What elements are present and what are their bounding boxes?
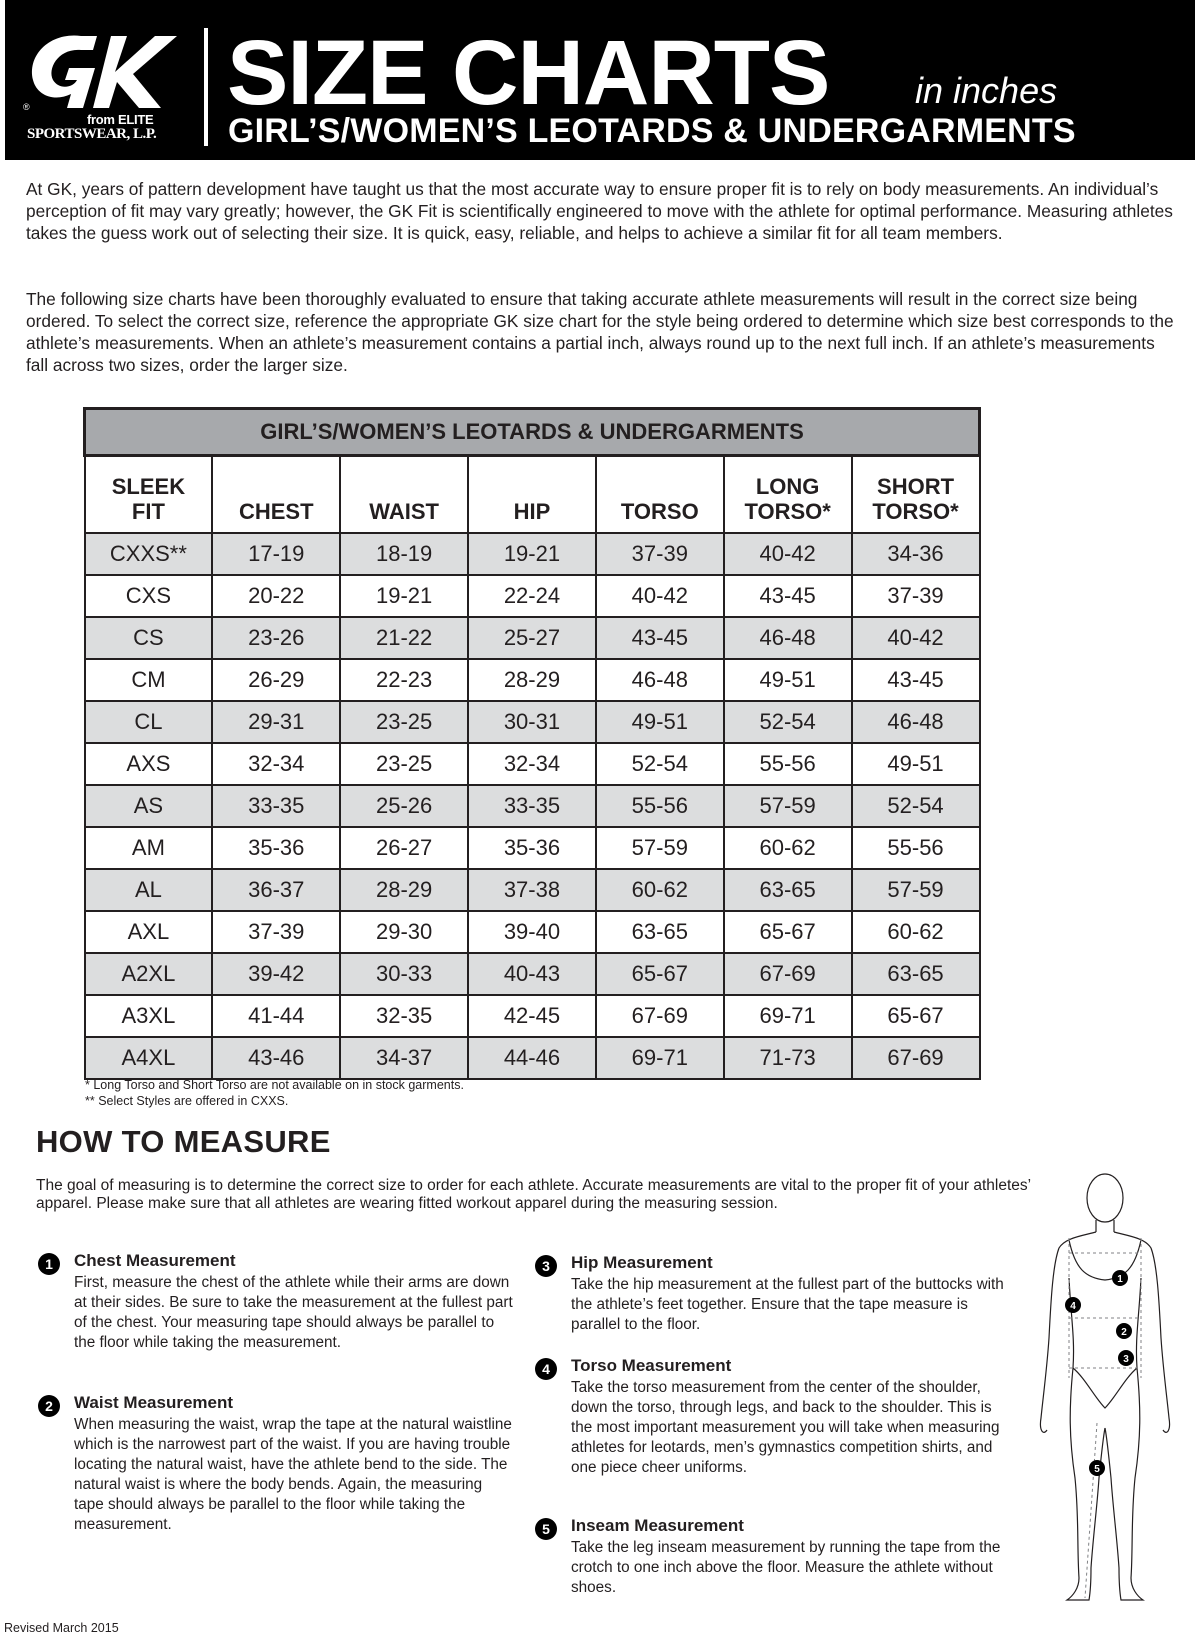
intro-paragraph-2: The following size charts have been thoroughly evaluated to ensure that taking accurate athlete measurements will result in the correct size being ordered. To select the correct size, reference the appropriate GK size chart for the style being ordered to determine which size best corresponds to the athlete’s measurements. When an athlete’s measurement contains a partial inch, always round up to the next full inch. If an athlete’s measurements fall across two sizes, order the larger size. [26,289,1174,375]
measurement-cell: 55-56 [596,785,724,827]
measurement-cell: 63-65 [596,911,724,953]
registered-mark: ® [23,102,30,112]
measurement-cell: 19-21 [340,575,468,617]
measurement-cell: 25-27 [468,617,596,659]
size-cell: A4XL [85,1037,213,1079]
measurement-cell: 67-69 [596,995,724,1037]
marker-2 [1116,1323,1132,1339]
table-note: ** Select Styles are offered in CXXS. [85,1094,289,1108]
measurement-cell: 40-42 [724,533,852,575]
measurement-cell: 41-44 [212,995,340,1037]
measurement-cell: 29-30 [340,911,468,953]
measurement-cell: 57-59 [724,785,852,827]
measurement-cell: 19-21 [468,533,596,575]
measurement-cell: 23-26 [212,617,340,659]
col-header: HIP [468,456,596,534]
step-title: Chest Measurement [74,1251,236,1270]
table-row [85,827,980,869]
table-row [85,575,980,617]
svg-text:1: 1 [1117,1274,1123,1285]
table-row [85,743,980,785]
table-notes [85,1077,464,1109]
table-row [85,659,980,701]
measurement-cell: 52-54 [852,785,980,827]
table-row [85,533,980,575]
measurement-cell: 37-38 [468,869,596,911]
measurement-cell: 43-45 [724,575,852,617]
size-cell: CS [85,617,213,659]
measurement-cell: 46-48 [852,701,980,743]
step-title: Torso Measurement [571,1356,732,1375]
measurement-cell: 30-33 [340,953,468,995]
measurement-cell: 49-51 [724,659,852,701]
measurement-cell: 69-71 [596,1037,724,1079]
step-text: Take the hip measurement at the fullest part of the buttocks with the athlete’s feet together. Ensure that the tape measure is parallel to the floor. [571,1276,1004,1333]
measurement-cell: 63-65 [724,869,852,911]
measurement-cell: 17-19 [212,533,340,575]
measurement-cell: 26-29 [212,659,340,701]
measurement-cell: 67-69 [724,953,852,995]
svg-text:4: 4 [1070,1301,1076,1312]
measurement-cell: 34-37 [340,1037,468,1079]
measurement-cell: 37-39 [596,533,724,575]
intro-paragraph-1: At GK, years of pattern development have taught us that the most accurate way to ensure proper fit is to rely on body measurements. An individual’s perception of fit may vary greatly; however, the GK Fit is scientifically engineered to move with the athlete for optimal performance. Measuring athletes takes the guess work out of selecting their size. It is quick, easy, reliable, and helps to achieve a similar fit for all team members. [26,179,1173,243]
measurement-cell: 60-62 [596,869,724,911]
measurement-cell: 28-29 [340,869,468,911]
measurement-cell: 21-22 [340,617,468,659]
measurement-cell: 71-73 [724,1037,852,1079]
how-to-measure-intro: The goal of measuring is to determine the correct size to order for each athlete. Accurate measurements are vital to the proper fit of your athletes’ apparel. Please make sure that all athletes are wearing fitted workout apparel during the measuring session. [36,1177,1031,1212]
measurement-cell: 43-45 [852,659,980,701]
body-outline [1040,1174,1169,1600]
step-number-badge: 1 [38,1253,60,1275]
table-row [85,1037,980,1079]
gk-logo [19,28,189,146]
table-row [85,911,980,953]
measurement-cell: 32-34 [212,743,340,785]
measurement-cell: 65-67 [852,995,980,1037]
size-cell: AM [85,827,213,869]
measure-guides [1069,1238,1141,1598]
measurement-cell: 32-34 [468,743,596,785]
measurement-cell: 57-59 [596,827,724,869]
measurement-cell: 55-56 [852,827,980,869]
measurement-cell: 34-36 [852,533,980,575]
measurement-cell: 22-24 [468,575,596,617]
body-measurement-figure [1025,1168,1185,1608]
size-cell: CM [85,659,213,701]
marker-4 [1065,1297,1081,1313]
measurement-cell: 39-40 [468,911,596,953]
measurement-cell: 36-37 [212,869,340,911]
measurement-cell: 40-42 [852,617,980,659]
step-number-badge: 4 [535,1358,557,1380]
measurement-cell: 46-48 [724,617,852,659]
measurement-cell: 43-46 [212,1037,340,1079]
measurement-cell: 20-22 [212,575,340,617]
table-caption: GIRL’S/WOMEN’S LEOTARDS & UNDERGARMENTS [85,409,980,456]
title-suffix: in inches [915,70,1058,111]
measurement-cell: 29-31 [212,701,340,743]
measurement-cell: 52-54 [724,701,852,743]
logo-from-text: from ELITE [87,112,154,127]
measurement-cell: 42-45 [468,995,596,1037]
size-cell: AXS [85,743,213,785]
table-note: * Long Torso and Short Torso are not available on in stock garments. [85,1078,464,1092]
measurement-cell: 63-65 [852,953,980,995]
logo-company: SPORTSWEAR, L.P. [27,126,157,142]
measurement-cell: 35-36 [468,827,596,869]
col-header: TORSO [596,456,724,534]
header-divider [204,28,208,146]
measurement-cell: 25-26 [340,785,468,827]
measurement-cell: 18-19 [340,533,468,575]
measurement-cell: 23-25 [340,743,468,785]
measurement-cell: 49-51 [596,701,724,743]
svg-text:5: 5 [1094,1464,1100,1475]
page-subtitle: GIRL’S/WOMEN’S LEOTARDS & UNDERGARMENTS [228,112,1076,150]
step-title: Waist Measurement [74,1393,234,1412]
size-cell: CXXS** [85,533,213,575]
measurement-cell: 44-46 [468,1037,596,1079]
measurement-cell: 46-48 [596,659,724,701]
svg-text:2: 2 [1121,1327,1127,1338]
size-cell: A3XL [85,995,213,1037]
header-banner [5,0,1195,160]
measurement-cell: 32-35 [340,995,468,1037]
measurement-cell: 35-36 [212,827,340,869]
step-text: When measuring the waist, wrap the tape at the natural waistline which is the narrowest part of the waist. If you are having trouble locating the natural waist, have the athlete bend to the side. The natural waist is where the body bends. Again, the measuring tape should always be parallel to the floor while taking the measurement. [74,1416,512,1533]
col-header: SLEEK FIT [85,456,213,534]
col-header: SHORT TORSO* [852,456,980,534]
col-header: LONG TORSO* [724,456,852,534]
col-header: WAIST [340,456,468,534]
marker-3 [1118,1350,1134,1366]
step-text: Take the torso measurement from the center of the shoulder, down the torso, through legs, and back to the shoulder. This is the most important measurement you will take when measuring athletes for leotards, men’s gymnastics competition shirts, and one piece cheer uniforms. [571,1379,1000,1476]
step-text: First, measure the chest of the athlete while their arms are down at their sides. Be sure to take the measurement at the fullest part of the chest. Your measuring tape should always be parallel to the floor while taking the measurement. [74,1274,513,1351]
svg-text:3: 3 [1123,1354,1129,1365]
size-cell: A2XL [85,953,213,995]
measurement-cell: 33-35 [212,785,340,827]
size-cell: CL [85,701,213,743]
measurement-cell: 30-31 [468,701,596,743]
step-text: Take the leg inseam measurement by running the tape from the crotch to one inch above the floor. Measure the athlete without shoes. [571,1539,1001,1596]
size-cell: AXL [85,911,213,953]
measurement-cell: 23-25 [340,701,468,743]
table-row [85,617,980,659]
size-table-body [85,533,980,1079]
measurement-cell: 60-62 [852,911,980,953]
measurement-cell: 55-56 [724,743,852,785]
size-cell: CXS [85,575,213,617]
gk-logo-mark [19,28,189,118]
page-title: SIZE CHARTS [227,22,830,124]
step-number-badge: 5 [535,1518,557,1540]
measurement-cell: 43-45 [596,617,724,659]
measurement-cell: 69-71 [724,995,852,1037]
measurement-cell: 37-39 [212,911,340,953]
measurement-cell: 40-42 [596,575,724,617]
table-row [85,995,980,1037]
measurement-cell: 22-23 [340,659,468,701]
marker-1 [1112,1270,1128,1286]
measurement-cell: 65-67 [724,911,852,953]
col-header: CHEST [212,456,340,534]
measurement-cell: 26-27 [340,827,468,869]
table-header-row [85,456,980,534]
how-to-measure-title: HOW TO MEASURE [36,1124,331,1159]
marker-5 [1089,1460,1105,1476]
step-number-badge: 3 [535,1255,557,1277]
step-title: Hip Measurement [571,1253,713,1272]
measurement-cell: 39-42 [212,953,340,995]
table-row [85,953,980,995]
step-number-badge: 2 [38,1395,60,1417]
measurement-cell: 33-35 [468,785,596,827]
measurement-cell: 67-69 [852,1037,980,1079]
table-row [85,701,980,743]
measurement-cell: 49-51 [852,743,980,785]
size-table [83,407,981,1080]
size-cell: AL [85,869,213,911]
measurement-cell: 28-29 [468,659,596,701]
size-cell: AS [85,785,213,827]
measurement-cell: 57-59 [852,869,980,911]
revised-date: Revised March 2015 [4,1621,119,1635]
measurement-cell: 40-43 [468,953,596,995]
table-row [85,869,980,911]
measurement-cell: 65-67 [596,953,724,995]
measurement-cell: 60-62 [724,827,852,869]
step-title: Inseam Measurement [571,1516,744,1535]
measurement-cell: 52-54 [596,743,724,785]
table-row [85,785,980,827]
measurement-cell: 37-39 [852,575,980,617]
